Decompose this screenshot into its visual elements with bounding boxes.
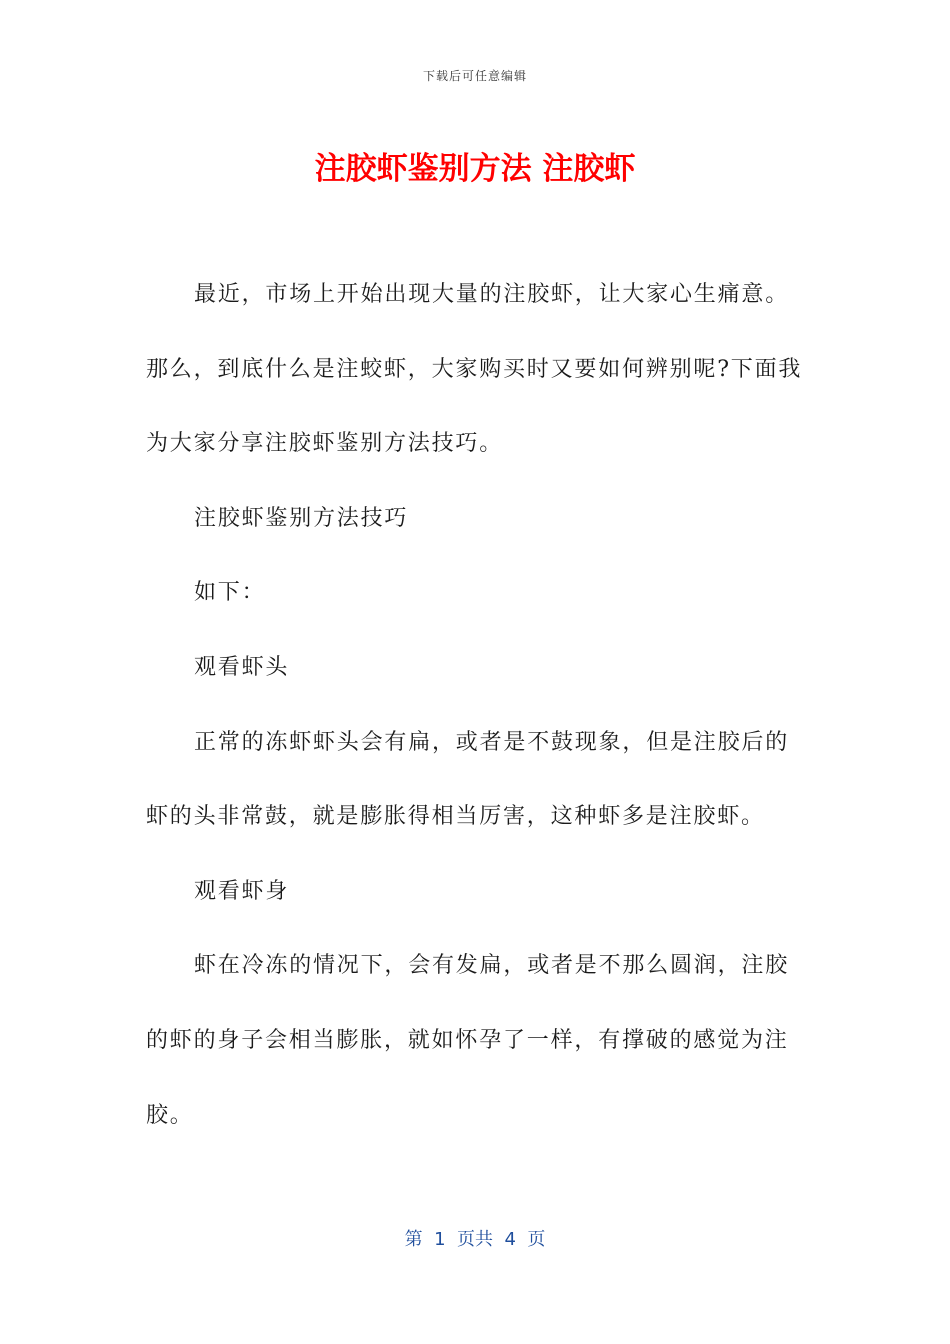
paragraph-as-follows: 如下：	[194, 580, 266, 606]
paragraph-subheading-head: 观看虾头	[194, 654, 290, 680]
header-note: 下载后可任意编辑	[422, 69, 527, 83]
page-number-footer: 第 1 页共 4 页	[404, 1229, 546, 1250]
paragraph-section-heading: 注胶虾鉴别方法技巧	[194, 505, 409, 531]
paragraph-intro: 最近，市场上开始出现大量的注胶虾，让大家心生痛意。那么，到底什么是注蛟虾，大家购买时又要如何辨别呢?下面我为大家分享注胶虾鉴别方法技巧。	[146, 282, 803, 457]
paragraph-body-description: 虾在冷冻的情况下，会有发扁，或者是不那么圆润，注胶的虾的身子会相当膨胀，就如怀孕了一样，有撑破的感觉为注胶。	[146, 953, 790, 1128]
paragraph-subheading-body: 观看虾身	[194, 878, 290, 904]
document-body	[146, 258, 806, 1153]
paragraph-head-description: 正常的冻虾虾头会有扁，或者是不鼓现象，但是注胶后的虾的头非常鼓，就是膨胀得相当厉害，这种虾多是注胶虾。	[146, 729, 790, 830]
document-title: 注胶虾鉴别方法 注胶虾	[314, 151, 636, 187]
